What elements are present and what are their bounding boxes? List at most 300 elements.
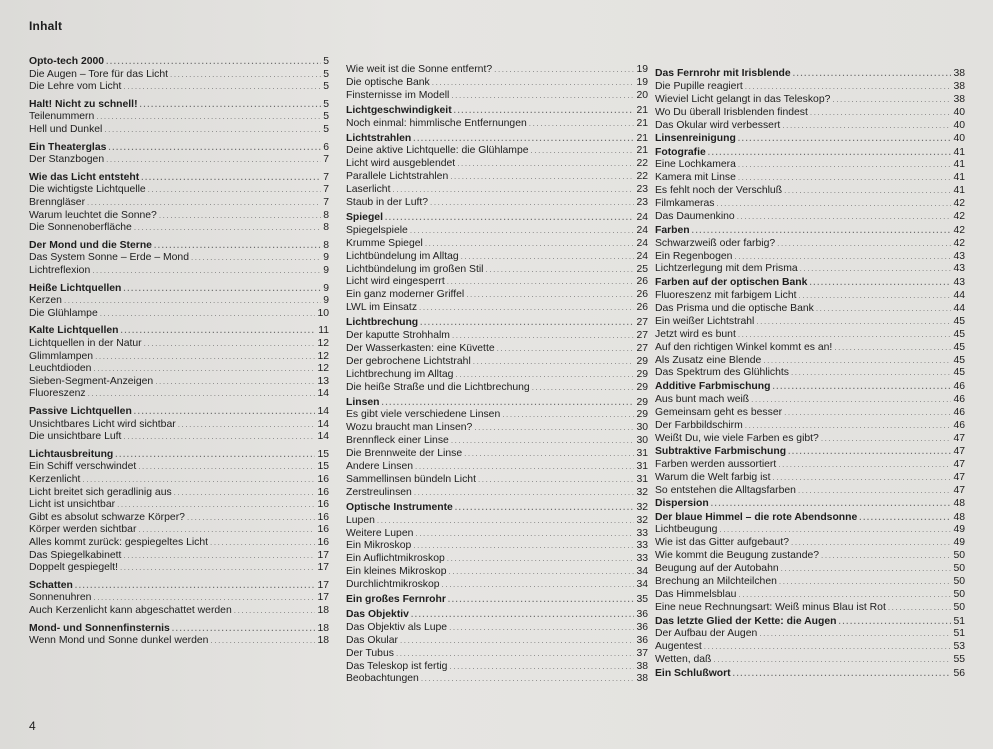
toc-entry-title: Lichtreflexion	[29, 265, 91, 276]
toc-entry	[346, 528, 648, 540]
toc-leader-dots	[448, 594, 635, 606]
toc-entry-title: Halt! Nicht zu schnell!	[29, 98, 138, 110]
toc-heading	[29, 623, 329, 635]
toc-entry-title: Warum leuchtet die Sonne?	[29, 209, 157, 221]
toc-entry-page: 9	[323, 265, 329, 276]
toc-leader-dots	[466, 289, 634, 301]
toc-entry-title: Krumme Spiegel	[346, 237, 423, 249]
toc-leader-dots	[784, 407, 951, 419]
toc-entry	[655, 367, 965, 379]
toc-entry	[29, 419, 329, 431]
toc-entry-title: Der Aufbau der Augen	[655, 628, 758, 640]
toc-leader-dots	[87, 197, 321, 209]
toc-entry	[346, 118, 648, 130]
toc-heading	[29, 449, 329, 461]
toc-leader-dots	[413, 133, 634, 145]
toc-entry-title: Heiße Lichtquellen	[29, 282, 122, 294]
toc-entry-page: 33	[636, 527, 648, 539]
toc-entry-page: 21	[636, 117, 648, 129]
toc-entry-title: Das Daumenkino	[655, 211, 735, 223]
toc-leader-dots	[430, 197, 634, 209]
toc-leader-dots	[738, 133, 952, 145]
toc-entry-page: 13	[317, 375, 329, 387]
toc-heading	[346, 502, 648, 514]
toc-heading	[655, 668, 965, 680]
toc-entry-page: 38	[636, 660, 648, 672]
toc-leader-dots	[172, 623, 316, 635]
toc-entry-page: 19	[636, 76, 648, 88]
toc-entry-title: Gemeinsam geht es besser	[655, 406, 783, 418]
toc-entry-title: Gibt es absolut schwarze Körper?	[29, 511, 185, 523]
toc-entry-title: Unsichtbares Licht wird sichtbar	[29, 418, 176, 430]
toc-entry-title: Farben	[655, 224, 690, 236]
toc-leader-dots	[711, 498, 952, 510]
toc-entry-title: Die Pupille reagiert	[655, 81, 743, 92]
toc-heading	[29, 142, 329, 154]
toc-leader-dots	[120, 562, 315, 574]
toc-entry-page: 38	[953, 68, 965, 79]
toc-entry-page: 16	[317, 474, 329, 485]
toc-entry-title: Ein Theaterglas	[29, 141, 107, 153]
toc-entry-title: Doppelt gespiegelt!	[29, 562, 118, 574]
toc-entry-page: 41	[953, 146, 965, 158]
toc-entry-title: Wieviel Licht gelangt in das Teleskop?	[655, 93, 831, 105]
toc-entry-title: Wie ist das Gitter aufgebaut?	[655, 537, 789, 549]
toc-leader-dots	[450, 171, 634, 183]
toc-entry-page: 9	[323, 252, 329, 264]
toc-heading	[655, 512, 965, 524]
toc-entry	[29, 338, 329, 350]
toc-leader-dots	[100, 308, 316, 320]
toc-leader-dots	[800, 263, 952, 275]
toc-entry-page: 9	[323, 282, 329, 294]
toc-entry	[346, 673, 648, 685]
toc-entry-title: Der Stanzbogen	[29, 154, 105, 166]
toc-leader-dots	[419, 302, 634, 314]
toc-leader-dots	[793, 68, 952, 80]
toc-leader-dots	[821, 433, 952, 445]
toc-heading	[29, 172, 329, 184]
toc-entry-title: Teilenummern	[29, 111, 95, 123]
toc-entry-page: 16	[317, 486, 329, 498]
toc-entry	[29, 154, 329, 166]
toc-entry-page: 16	[317, 537, 329, 548]
toc-entry-title: Farben auf der optischen Bank	[655, 276, 808, 288]
toc-entry	[346, 635, 648, 647]
toc-entry	[655, 576, 965, 588]
toc-heading	[655, 446, 965, 458]
toc-entry-page: 5	[323, 111, 329, 123]
toc-entry-title: Weißt Du, wie viele Farben es gibt?	[655, 432, 819, 444]
toc-leader-dots	[141, 172, 321, 184]
toc-leader-dots	[455, 502, 635, 514]
toc-leader-dots	[751, 394, 951, 406]
toc-entry	[655, 407, 965, 419]
toc-entry-page: 24	[636, 237, 648, 249]
toc-entry-page: 15	[317, 448, 329, 460]
toc-leader-dots	[411, 609, 634, 621]
toc-entry	[655, 107, 965, 119]
toc-heading	[655, 68, 965, 80]
toc-entry-title: Durchlichtmikroskop	[346, 579, 440, 591]
toc-entry-title: Staub in der Luft?	[346, 197, 429, 208]
toc-leader-dots	[92, 265, 321, 277]
toc-entry	[346, 184, 648, 196]
toc-entry	[29, 295, 329, 307]
toc-leader-dots	[779, 576, 952, 588]
toc-entry-page: 16	[317, 511, 329, 523]
toc-entry-page: 12	[317, 363, 329, 375]
toc-entry-page: 32	[636, 501, 648, 513]
toc-entry	[29, 487, 329, 499]
toc-entry-page: 16	[317, 499, 329, 511]
toc-entry	[655, 263, 965, 275]
toc-entry	[346, 64, 648, 76]
toc-leader-dots	[474, 422, 634, 434]
toc-leader-dots	[451, 435, 635, 447]
toc-leader-dots	[106, 56, 321, 68]
toc-entry-page: 50	[953, 589, 965, 601]
toc-entry-page: 42	[953, 211, 965, 223]
toc-leader-dots	[123, 283, 321, 295]
toc-entry	[346, 330, 648, 342]
toc-leader-dots	[763, 355, 951, 367]
toc-entry-title: Lichtbeugung	[655, 524, 718, 536]
toc-heading	[346, 105, 648, 117]
toc-entry-page: 25	[636, 263, 648, 275]
toc-leader-dots	[716, 198, 951, 210]
toc-leader-dots	[781, 563, 952, 575]
toc-entry	[346, 382, 648, 394]
toc-leader-dots	[115, 449, 315, 461]
toc-leader-dots	[410, 225, 635, 237]
toc-entry-page: 21	[636, 132, 648, 144]
toc-entry	[29, 550, 329, 562]
toc-entry	[655, 459, 965, 471]
toc-entry-title: Der Mond und die Sterne	[29, 239, 152, 251]
toc-entry-title: Brenngläser	[29, 197, 86, 208]
toc-leader-dots	[738, 172, 952, 184]
toc-entry-title: Finsternisse im Modell	[346, 89, 450, 101]
toc-entry-page: 42	[953, 198, 965, 210]
toc-entry-page: 50	[953, 576, 965, 588]
toc-leader-dots	[713, 654, 951, 666]
toc-entry-page: 29	[636, 409, 648, 421]
toc-leader-dots	[93, 363, 315, 375]
toc-entry-title: Das Teleskop ist fertig	[346, 660, 448, 672]
toc-entry-page: 47	[953, 432, 965, 444]
toc-entry-title: Ein Mikroskop	[346, 540, 412, 552]
toc-entry-page: 19	[636, 64, 648, 75]
toc-entry	[29, 461, 329, 473]
toc-heading	[346, 212, 648, 224]
toc-entry	[346, 474, 648, 486]
toc-entry-page: 44	[953, 302, 965, 314]
toc-entry-page: 40	[953, 106, 965, 118]
toc-entry	[346, 566, 648, 578]
toc-heading	[346, 397, 648, 409]
toc-entry-title: Kerzen	[29, 295, 62, 307]
toc-entry-page: 45	[953, 367, 965, 379]
toc-entry-title: Lichtgeschwindigkeit	[346, 104, 452, 116]
toc-leader-dots	[708, 147, 952, 159]
toc-entry-title: Subtraktive Farbmischung	[655, 445, 787, 457]
toc-leader-dots	[106, 154, 321, 166]
toc-entry-page: 24	[636, 211, 648, 223]
toc-entry-title: Der Farbbildschirm	[655, 419, 743, 431]
toc-heading	[346, 317, 648, 329]
toc-entry-title: Kerzenlicht	[29, 474, 81, 485]
toc-entry-title: Licht wird eingesperrt	[346, 276, 445, 288]
toc-entry-page: 7	[323, 197, 329, 208]
toc-entry	[29, 351, 329, 363]
toc-entry	[655, 81, 965, 93]
toc-leader-dots	[421, 673, 635, 685]
toc-entry	[346, 553, 648, 565]
toc-entry-page: 22	[636, 171, 648, 183]
toc-entry-title: Jetzt wird es bunt	[655, 328, 736, 340]
toc-leader-dots	[377, 515, 635, 527]
toc-leader-dots	[888, 602, 952, 614]
toc-heading	[346, 133, 648, 145]
toc-leader-dots	[138, 524, 315, 536]
toc-leader-dots	[64, 295, 321, 307]
toc-entry	[346, 238, 648, 250]
toc-leader-dots	[447, 553, 635, 565]
toc-entry-title: Ein Schiff verschwindet	[29, 461, 137, 473]
toc-entry-page: 30	[636, 422, 648, 434]
toc-entry-page: 18	[317, 622, 329, 634]
toc-leader-dots	[191, 252, 321, 264]
toc-leader-dots	[210, 635, 315, 647]
toc-entry-page: 17	[317, 549, 329, 561]
toc-leader-dots	[117, 499, 315, 511]
toc-entry	[346, 343, 648, 355]
toc-entry-title: Spiegel	[346, 211, 383, 223]
toc-entry	[655, 290, 965, 302]
toc-heading	[655, 277, 965, 289]
toc-leader-dots	[454, 105, 635, 117]
toc-entry-page: 5	[323, 98, 329, 110]
toc-leader-dots	[449, 661, 634, 673]
toc-entry	[29, 562, 329, 574]
toc-entry-page: 33	[636, 553, 648, 565]
toc-entry	[29, 605, 329, 617]
toc-entry-page: 34	[636, 579, 648, 591]
page-title: Inhalt	[29, 19, 63, 33]
toc-entry-title: Linsenreinigung	[655, 133, 736, 145]
toc-leader-dots	[745, 81, 952, 93]
toc-entry	[29, 111, 329, 123]
toc-entry-page: 29	[636, 368, 648, 380]
toc-entry-page: 49	[953, 537, 965, 549]
toc-entry	[346, 264, 648, 276]
toc-entry-title: Licht ist unsichtbar	[29, 499, 116, 511]
toc-entry	[29, 363, 329, 375]
toc-entry-title: Kalte Lichtquellen	[29, 325, 119, 337]
toc-leader-dots	[170, 69, 321, 81]
toc-entry-page: 21	[636, 145, 648, 157]
toc-heading	[29, 580, 329, 592]
toc-entry-title: Der blaue Himmel – die rote Abendsonne	[655, 511, 858, 523]
toc-entry-title: Die heiße Straße und die Lichtbrechung	[346, 381, 530, 393]
toc-entry	[655, 537, 965, 549]
toc-leader-dots	[502, 409, 634, 421]
toc-entry-page: 53	[953, 641, 965, 653]
toc-entry	[655, 433, 965, 445]
toc-entry	[346, 225, 648, 237]
toc-entry-page: 43	[953, 263, 965, 275]
toc-leader-dots	[478, 474, 634, 486]
toc-entry-title: Deine aktive Lichtquelle: die Glühlampe	[346, 145, 529, 157]
toc-entry-title: Fluoreszenz	[29, 388, 86, 400]
toc-entry	[29, 69, 329, 81]
toc-leader-dots	[473, 356, 635, 368]
toc-leader-dots	[148, 184, 322, 196]
toc-entry	[655, 211, 965, 223]
toc-entry-title: Beobachtungen	[346, 673, 419, 685]
toc-entry	[346, 369, 648, 381]
toc-leader-dots	[734, 251, 951, 263]
toc-leader-dots	[772, 381, 951, 393]
toc-entry	[346, 77, 648, 89]
toc-entry-page: 47	[953, 484, 965, 496]
toc-entry-page: 27	[636, 342, 648, 354]
toc-entry-title: Die Augen – Tore für das Licht	[29, 68, 169, 80]
toc-entry	[655, 550, 965, 562]
toc-entry	[655, 303, 965, 315]
toc-entry	[29, 184, 329, 196]
toc-entry-page: 34	[636, 566, 648, 578]
toc-leader-dots	[414, 487, 635, 499]
toc-entry-title: Lichtquellen in der Natur	[29, 338, 142, 349]
toc-leader-dots	[95, 351, 315, 363]
toc-entry-title: Wie weit ist die Sonne entfernt?	[346, 64, 493, 75]
toc-entry	[655, 563, 965, 575]
toc-entry	[655, 316, 965, 328]
toc-entry-page: 31	[636, 448, 648, 460]
toc-leader-dots	[832, 94, 951, 106]
toc-entry-title: Der Wasserkasten: eine Küvette	[346, 342, 495, 354]
toc-entry-title: Kamera mit Linse	[655, 172, 736, 184]
toc-heading	[29, 56, 329, 68]
toc-entry	[29, 592, 329, 604]
toc-leader-dots	[719, 524, 951, 536]
toc-entry-title: Die Brennweite der Linse	[346, 448, 463, 460]
toc-entry	[655, 120, 965, 132]
toc-entry-page: 22	[636, 158, 648, 170]
toc-entry	[29, 524, 329, 536]
toc-entry-page: 9	[323, 295, 329, 307]
toc-entry	[346, 197, 648, 209]
toc-leader-dots	[791, 537, 951, 549]
toc-entry-page: 37	[636, 647, 648, 659]
toc-leader-dots	[425, 238, 635, 250]
toc-entry-page: 38	[636, 673, 648, 685]
toc-entry-title: Ein großes Fernrohr	[346, 594, 446, 605]
toc-entry	[29, 512, 329, 524]
toc-entry	[346, 158, 648, 170]
toc-entry-page: 45	[953, 315, 965, 327]
toc-entry-title: Lichtbrechung	[346, 317, 419, 329]
toc-entry-page: 45	[953, 341, 965, 353]
toc-leader-dots	[457, 158, 634, 170]
toc-entry-page: 43	[953, 276, 965, 288]
toc-entry	[29, 210, 329, 222]
toc-leader-dots	[134, 406, 316, 418]
toc-leader-dots	[778, 459, 951, 471]
toc-entry-page: 21	[636, 104, 648, 116]
toc-entry-page: 24	[636, 224, 648, 236]
toc-entry-page: 45	[953, 328, 965, 340]
toc-entry	[655, 394, 965, 406]
toc-entry-page: 35	[636, 594, 648, 605]
toc-leader-dots	[531, 145, 635, 157]
toc-entry	[346, 435, 648, 447]
toc-entry-page: 5	[323, 81, 329, 93]
toc-entry	[346, 461, 648, 473]
toc-entry-page: 29	[636, 396, 648, 408]
toc-leader-dots	[413, 540, 634, 552]
toc-entry-title: Als Zusatz eine Blende	[655, 354, 762, 366]
toc-heading	[29, 325, 329, 337]
toc-entry-title: Parallele Lichtstrahlen	[346, 171, 449, 183]
toc-entry-title: Schatten	[29, 579, 73, 591]
toc-leader-dots	[798, 485, 951, 497]
toc-leader-dots	[809, 277, 951, 289]
toc-entry-title: Fotografie	[655, 146, 706, 158]
toc-leader-dots	[93, 592, 315, 604]
toc-entry	[655, 94, 965, 106]
toc-entry-page: 27	[636, 330, 648, 341]
toc-leader-dots	[532, 382, 635, 394]
toc-leader-dots	[447, 276, 635, 288]
toc-entry-title: Wozu braucht man Linsen?	[346, 422, 473, 434]
toc-leader-dots	[692, 225, 952, 237]
toc-entry-page: 11	[318, 325, 329, 337]
toc-entry-title: Beugung auf der Autobahn	[655, 563, 779, 575]
toc-entry	[346, 448, 648, 460]
toc-leader-dots	[759, 628, 951, 640]
toc-leader-dots	[859, 512, 951, 524]
toc-entry	[346, 145, 648, 157]
toc-heading	[29, 283, 329, 295]
toc-entry	[655, 185, 965, 197]
toc-entry-title: Sammellinsen bündeln Licht	[346, 473, 476, 485]
toc-entry-page: 14	[317, 431, 329, 443]
toc-leader-dots	[798, 290, 951, 302]
toc-entry-title: Körper werden sichtbar	[29, 524, 137, 536]
toc-entry-title: Wie das Licht entsteht	[29, 171, 140, 183]
toc-entry-title: Lichtzerlegung mit dem Prisma	[655, 263, 798, 275]
toc-entry-page: 26	[636, 289, 648, 301]
toc-entry-title: Ein ganz moderner Griffel	[346, 289, 465, 301]
toc-leader-dots	[382, 397, 635, 409]
toc-leader-dots	[415, 528, 634, 540]
toc-entry-page: 23	[636, 184, 648, 196]
toc-entry-page: 24	[636, 250, 648, 262]
toc-entry-page: 49	[953, 524, 965, 536]
toc-entry-page: 51	[953, 615, 965, 627]
toc-leader-dots	[745, 420, 952, 432]
toc-entry	[29, 499, 329, 511]
toc-entry-page: 23	[636, 197, 648, 208]
toc-entry-page: 50	[953, 563, 965, 575]
toc-leader-dots	[108, 142, 321, 154]
toc-entry-title: Augentest	[655, 641, 702, 653]
page-number: 4	[29, 719, 36, 733]
toc-entry-page: 17	[317, 579, 329, 591]
